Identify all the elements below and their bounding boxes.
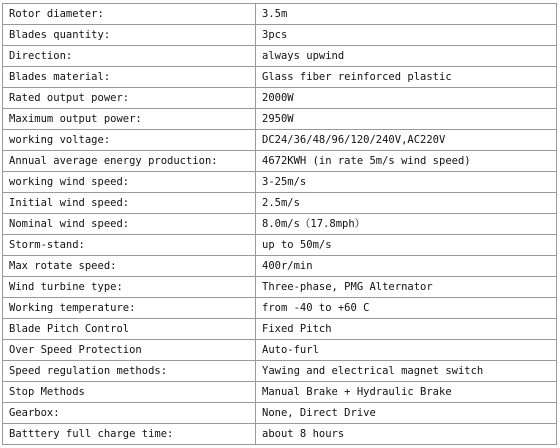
spec-label: Rated output power: (3, 88, 256, 109)
spec-value: 2.5m/s (256, 193, 557, 214)
spec-value: up to 50m/s (256, 235, 557, 256)
table-row (3, 361, 557, 382)
table-row (3, 277, 557, 298)
spec-label: Rotor diameter: (3, 4, 256, 25)
spec-value: 400r/min (256, 256, 557, 277)
spec-value: None, Direct Drive (256, 403, 557, 424)
spec-value: Three-phase, PMG Alternator (256, 277, 557, 298)
table-row (3, 109, 557, 130)
spec-value: Glass fiber reinforced plastic (256, 67, 557, 88)
table-row (3, 88, 557, 109)
spec-value: 3.5m (256, 4, 557, 25)
spec-value: about 8 hours (256, 424, 557, 445)
spec-label: Maximum output power: (3, 109, 256, 130)
spec-label: Storm-stand: (3, 235, 256, 256)
spec-value: 4672KWH (in rate 5m/s wind speed) (256, 151, 557, 172)
spec-label: working wind speed: (3, 172, 256, 193)
spec-value: 3pcs (256, 25, 557, 46)
spec-label: Max rotate speed: (3, 256, 256, 277)
spec-value: Yawing and electrical magnet switch (256, 361, 557, 382)
table-row (3, 172, 557, 193)
table-row (3, 151, 557, 172)
spec-label: Stop Methods (3, 382, 256, 403)
spec-label: Working temperature: (3, 298, 256, 319)
spec-label: Initial wind speed: (3, 193, 256, 214)
spec-label: Batttery full charge time: (3, 424, 256, 445)
spec-value: 2000W (256, 88, 557, 109)
spec-label: Over Speed Protection (3, 340, 256, 361)
spec-label: Direction: (3, 46, 256, 67)
spec-label: Annual average energy production: (3, 151, 256, 172)
table-row (3, 382, 557, 403)
spec-value: DC24/36/48/96/120/240V,AC220V (256, 130, 557, 151)
spec-label: Blade Pitch Control (3, 319, 256, 340)
table-row (3, 4, 557, 25)
table-row (3, 25, 557, 46)
spec-label: Gearbox: (3, 403, 256, 424)
table-row (3, 340, 557, 361)
table-row (3, 424, 557, 445)
table-row (3, 46, 557, 67)
table-row (3, 193, 557, 214)
spec-label: Blades material: (3, 67, 256, 88)
table-row (3, 256, 557, 277)
spec-value: from -40 to +60 C (256, 298, 557, 319)
spec-label: Wind turbine type: (3, 277, 256, 298)
table-row (3, 67, 557, 88)
spec-value: 3-25m/s (256, 172, 557, 193)
spec-value: 2950W (256, 109, 557, 130)
spec-value: Auto-furl (256, 340, 557, 361)
spec-table (2, 3, 557, 445)
table-row (3, 319, 557, 340)
spec-value: Fixed Pitch (256, 319, 557, 340)
table-row (3, 403, 557, 424)
table-row (3, 298, 557, 319)
spec-label: working voltage: (3, 130, 256, 151)
spec-label: Nominal wind speed: (3, 214, 256, 235)
spec-value: Manual Brake + Hydraulic Brake (256, 382, 557, 403)
spec-label: Blades quantity: (3, 25, 256, 46)
table-row (3, 130, 557, 151)
table-row (3, 235, 557, 256)
spec-value: always upwind (256, 46, 557, 67)
table-row (3, 214, 557, 235)
spec-value: 8.0m/s（17.8mph） (256, 214, 557, 235)
spec-label: Speed regulation methods: (3, 361, 256, 382)
